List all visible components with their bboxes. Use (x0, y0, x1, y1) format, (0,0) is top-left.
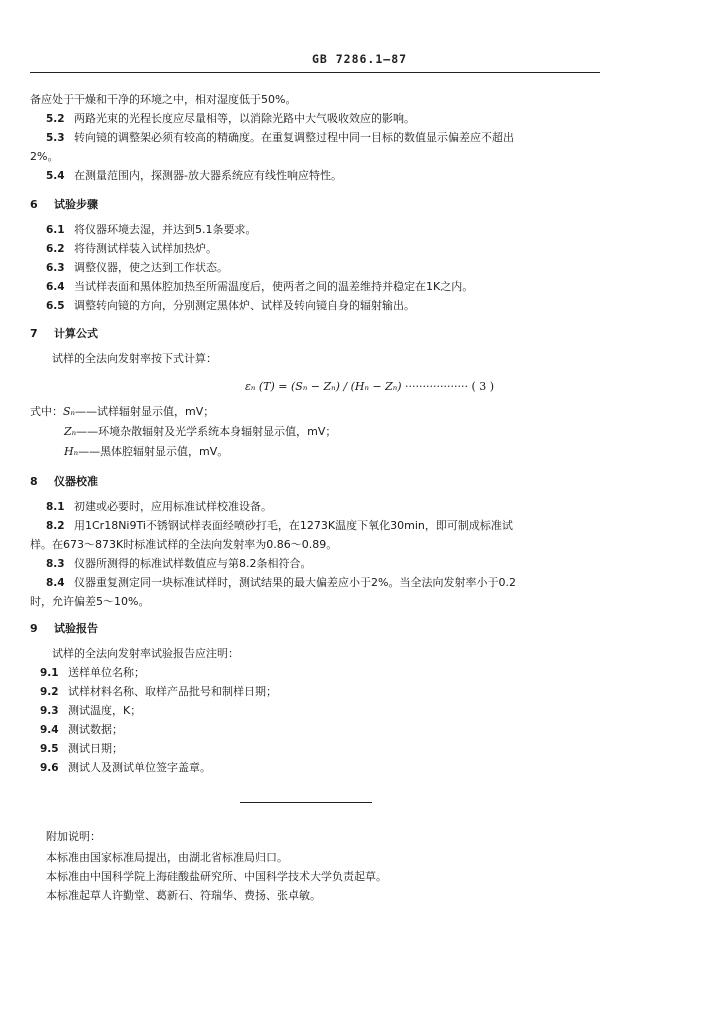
clause-number: 5.3 (46, 132, 65, 144)
additional-note-line: 本标准由中国科学院上海硅酸盐研究所、中国科学技术大学负责起草。 (46, 870, 387, 883)
clause-number: 9.5 (40, 743, 59, 755)
clause-5-2 (46, 112, 621, 126)
clause-9-2 (40, 685, 615, 699)
paragraph-line: 样。在673～873K时标准试样的全法向发射率为0.86～0.89。 (30, 538, 338, 551)
where-line-zn (64, 425, 639, 439)
section-title: 试验报告 (54, 622, 98, 635)
standard-code: GB 7286.1—87 (311, 52, 408, 66)
clause-text: 送样单位名称； (68, 666, 145, 679)
clause-text: 转向镜的调整架必须有较高的精确度。在重复调整过程中同一目标的数值显示偏差应不超出 (74, 131, 514, 144)
emissivity-formula (245, 380, 605, 394)
footer-rule (240, 802, 372, 803)
clause-6-3 (46, 261, 621, 275)
symbol-sn: Sₙ (63, 405, 75, 418)
symbol-hn: Hₙ (64, 445, 79, 458)
clause-text: 测试数据； (68, 723, 123, 736)
clause-6-4 (46, 280, 621, 294)
section-8-heading (30, 475, 605, 489)
clause-number: 6.3 (46, 262, 65, 274)
section-number: 6 (30, 198, 38, 211)
where-line-hn (64, 445, 639, 459)
header-rule (30, 72, 600, 73)
paragraph-line: 时，允许偏差5～10%。 (30, 595, 150, 608)
clause-number: 9.6 (40, 762, 59, 774)
section-title: 计算公式 (54, 327, 98, 340)
clause-text: 初建或必要时，应用标准试样校准设备。 (74, 500, 272, 513)
section-number: 8 (30, 475, 38, 488)
paragraph-line: 备应处于干燥和干净的环境之中，相对湿度低于50%。 (30, 93, 297, 106)
clause-number: 6.1 (46, 224, 65, 236)
clause-9-1 (40, 666, 615, 680)
clause-text: 在测量范围内，探测器-放大器系统应有线性响应特性。 (74, 169, 342, 182)
clause-6-1 (46, 223, 621, 237)
section-title: 试验步骤 (54, 198, 98, 211)
clause-number: 5.4 (46, 170, 65, 182)
clause-number: 6.5 (46, 300, 65, 312)
paragraph-line: 2%。 (30, 150, 59, 163)
clause-8-2 (46, 519, 621, 533)
clause-text: 两路光束的光程长度应尽量相等，以消除光路中大气吸收效应的影响。 (74, 112, 415, 125)
clause-number: 9.4 (40, 724, 59, 736)
clause-text: 调整仪器，使之达到工作状态。 (74, 261, 228, 274)
section-7-heading (30, 327, 605, 341)
clause-9-4 (40, 723, 615, 737)
additional-note-line: 本标准由国家标准局提出，由湖北省标准局归口。 (46, 851, 288, 864)
section-number: 9 (30, 622, 38, 635)
symbol-description: ——试样辐射显示值，mV； (75, 405, 215, 418)
clause-number: 6.4 (46, 281, 65, 293)
clause-number: 5.2 (46, 113, 65, 125)
clause-text: 当试样表面和黑体腔加热至所需温度后，使两者之间的温差维持并稳定在1K之内。 (74, 280, 474, 293)
clause-number: 9.1 (40, 667, 59, 679)
additional-notes-title: 附加说明： (46, 830, 101, 843)
clause-5-3 (46, 131, 621, 145)
clause-9-3 (40, 704, 615, 718)
clause-9-6 (40, 761, 615, 775)
clause-text: 仪器所测得的标准试样数值应与第8.2条相符合。 (74, 557, 312, 570)
clause-text: 调整转向镜的方向，分别测定黑体炉、试样及转向镜自身的辐射输出。 (74, 299, 415, 312)
clause-8-4 (46, 576, 621, 590)
clause-6-2 (46, 242, 621, 256)
clause-text: 测试温度，K； (68, 704, 142, 717)
clause-number: 6.2 (46, 243, 65, 255)
section-9-heading (30, 622, 605, 636)
clause-number: 8.2 (46, 520, 65, 532)
clause-9-5 (40, 742, 615, 756)
clause-8-1 (46, 500, 621, 514)
symbol-zn: Zₙ (64, 425, 77, 438)
clause-text: 将仪器环境去湿，并达到5.1条要求。 (74, 223, 257, 236)
clause-text: 试样材料名称、取样产品批号和制样日期； (68, 685, 277, 698)
clause-8-3 (46, 557, 621, 571)
section-title: 仪器校准 (54, 475, 98, 488)
clause-text: 测试日期； (68, 742, 123, 755)
symbol-description: ——环境杂散辐射及光学系统本身辐射显示值，mV； (76, 425, 337, 438)
clause-text: 将待测试样装入试样加热炉。 (74, 242, 217, 255)
clause-6-5 (46, 299, 621, 313)
additional-note-line: 本标准起草人许勤堂、葛新石、符瑞华、费扬、张卓敏。 (46, 889, 321, 902)
clause-number: 8.4 (46, 577, 65, 589)
section-number: 7 (30, 327, 38, 340)
clause-number: 8.1 (46, 501, 65, 513)
clause-number: 9.2 (40, 686, 59, 698)
symbol-description: ——黑体腔辐射显示值，mV。 (78, 445, 229, 458)
clause-5-4 (46, 169, 621, 183)
clause-number: 9.3 (40, 705, 59, 717)
clause-number: 8.3 (46, 558, 65, 570)
formula-intro: 试样的全法向发射率按下式计算： (52, 352, 217, 365)
section-6-heading (30, 198, 605, 212)
equation-number: ( 3 ) (471, 380, 495, 393)
where-line-sn (30, 405, 605, 419)
clause-text: 测试人及测试单位签字盖章。 (68, 761, 211, 774)
clause-text: 仪器重复测定同一块标准试样时，测试结果的最大偏差应小于2%。当全法向发射率小于0.2 (74, 576, 516, 589)
where-lead: 式中： (30, 405, 63, 418)
formula-expression: εₙ (T) = (Sₙ − Zₙ) / (Hₙ − Zₙ) ·················· (245, 380, 468, 393)
clause-text: 用1Cr18Ni9Ti不锈钢试样表面经喷砂打毛，在1273K温度下氧化30min，即可制成标准试 (74, 519, 513, 532)
report-intro: 试样的全法向发射率试验报告应注明： (52, 647, 239, 660)
